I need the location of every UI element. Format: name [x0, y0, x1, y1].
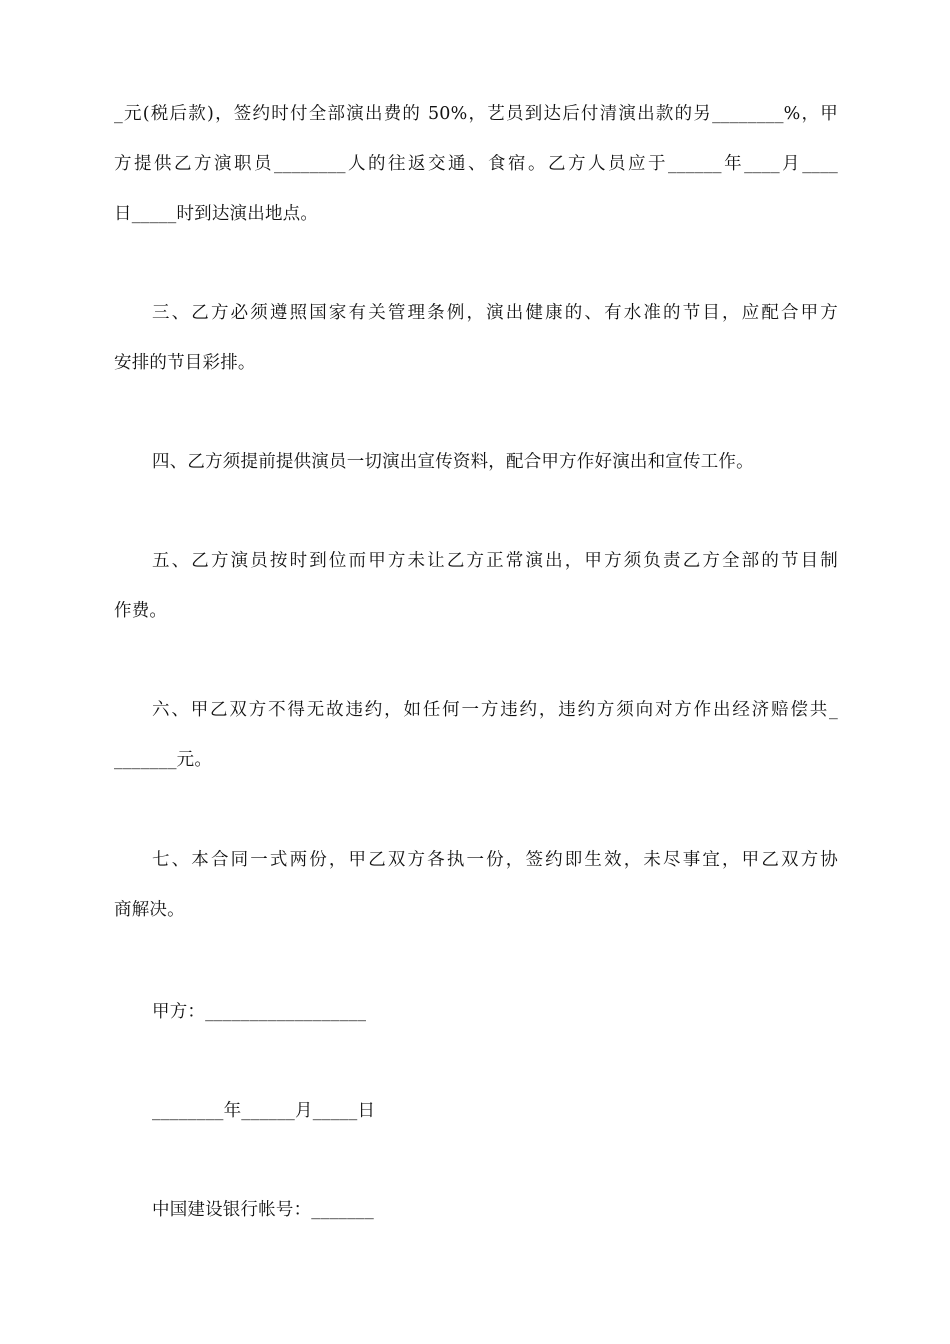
bank-account-line: 中国建设银行帐号：_______: [152, 1200, 374, 1220]
clause-5-line-2: 作费。: [114, 601, 168, 621]
clause-7-line-2: 商解决。: [114, 900, 185, 920]
clause-3-line-1: 三、乙方必须遵照国家有关管理条例，演出健康的、有水准的节目，应配合甲方: [152, 303, 838, 323]
paragraph-2-line-3: 日_____时到达演出地点。: [114, 204, 319, 224]
clause-3-line-2: 安排的节目彩排。: [114, 353, 256, 373]
clause-5-line-1: 五、乙方演员按时到位而甲方未让乙方正常演出，甲方须负责乙方全部的节目制: [152, 551, 838, 571]
clause-6-line-2: _______元。: [114, 750, 213, 770]
clause-6-line-1: 六、甲乙双方不得无故违约，如任何一方违约，违约方须向对方作出经济赔偿共_: [152, 700, 838, 720]
clause-7-line-1: 七、本合同一式两份，甲乙双方各执一份，签约即生效，未尽事宜，甲乙双方协: [152, 850, 838, 870]
paragraph-2-line-2: 方提供乙方演职员________人的往返交通、食宿。乙方人员应于______年____月____: [114, 154, 838, 174]
party-a-signature-line: 甲方：__________________: [152, 1002, 367, 1022]
paragraph-2-line-1: _元(税后款)，签约时付全部演出费的 50%，艺员到达后付清演出款的另________%，甲: [114, 104, 838, 124]
signature-date-line: ________年______月_____日: [152, 1101, 376, 1121]
clause-4-line-1: 四、乙方须提前提供演员一切演出宣传资料，配合甲方作好演出和宣传工作。: [152, 452, 754, 472]
